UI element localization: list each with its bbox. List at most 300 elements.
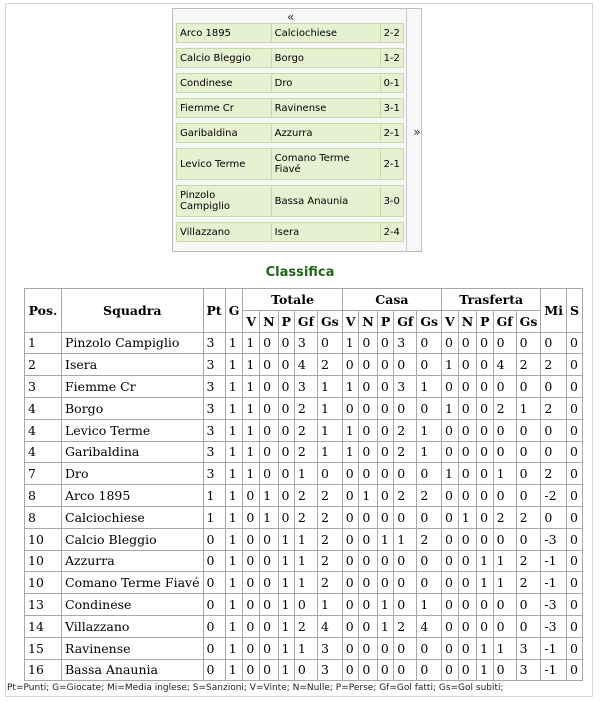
stat-cell: 0 [566,463,582,485]
stat-cell: 0 [394,659,417,681]
match-score: 2-4 [380,223,403,242]
stat-cell: 1 [225,615,243,637]
stat-cell: 2 [294,615,317,637]
stat-cell: 0 [243,659,260,681]
stat-cell: 0 [260,594,278,616]
stat-cell: 0 [566,506,582,528]
stat-cell: 1 [417,419,442,441]
stat-cell: -3 [541,615,567,637]
subheader-p: P [278,310,294,332]
stat-cell: 0 [377,572,393,594]
position-cell: 8 [25,485,62,507]
stat-cell: 0 [278,397,294,419]
match-away: Comano Terme Fiavé [271,149,380,180]
header-totale: Totale [243,289,342,311]
stat-cell: 0 [516,419,541,441]
stat-cell: 0 [203,659,225,681]
stat-cell: 0 [377,332,393,354]
stat-cell: 0 [278,419,294,441]
stat-cell: 1 [377,594,393,616]
stat-cell: 1 [417,441,442,463]
team-name: Calciochiese [62,506,204,528]
standings-header-row [25,289,583,311]
stat-cell: 0 [359,594,377,616]
stat-cell: 0 [477,419,493,441]
results-widget [172,8,422,252]
stat-cell: 3 [203,376,225,398]
match-row[interactable] [177,223,404,242]
stat-cell: 0 [566,659,582,681]
stat-cell: 1 [260,506,278,528]
stat-cell: 0 [342,615,359,637]
stat-cell: 1 [359,485,377,507]
stat-cell: 2 [516,572,541,594]
stat-cell: 0 [377,419,393,441]
stat-cell: 1 [243,441,260,463]
stat-cell: -1 [541,572,567,594]
standings-title: Classifica [265,265,335,280]
stat-cell: 0 [493,659,516,681]
stat-cell: 0 [493,376,516,398]
stat-cell: 0 [541,332,567,354]
stat-cell: 2 [394,419,417,441]
stat-cell: 0 [278,485,294,507]
stat-cell: 0 [516,332,541,354]
standings-row [25,332,583,354]
stat-cell: 1 [477,637,493,659]
stat-cell: 0 [493,528,516,550]
position-cell: 13 [25,594,62,616]
stat-cell: 0 [377,376,393,398]
stat-cell: 0 [260,615,278,637]
stat-cell: 1 [477,572,493,594]
stat-cell: 2 [394,615,417,637]
stat-cell: 0 [458,397,476,419]
stat-cell: 0 [203,637,225,659]
subheader-gs: Gs [317,310,342,332]
previous-round-button[interactable]: « [286,10,295,24]
subheader-gs: Gs [516,310,541,332]
stat-cell: 0 [458,485,476,507]
stat-cell: 1 [225,528,243,550]
stat-cell: 1 [317,419,342,441]
stat-cell: 2 [394,441,417,463]
stat-cell: 0 [317,463,342,485]
standings-row [25,485,583,507]
stat-cell: 1 [225,332,243,354]
match-away: Isera [271,223,380,242]
stat-cell: 0 [260,463,278,485]
match-home: Condinese [177,74,272,93]
stat-cell: 1 [477,659,493,681]
stat-cell: 3 [203,441,225,463]
stat-cell: 0 [477,528,493,550]
stat-cell: 0 [342,572,359,594]
stat-cell: 0 [260,354,278,376]
stat-cell: 0 [477,485,493,507]
subheader-gs: Gs [417,310,442,332]
stat-cell: 1 [225,441,243,463]
match-home: Villazzano [177,223,272,242]
stat-cell: 2 [317,572,342,594]
standings-row [25,550,583,572]
team-name: Arco 1895 [62,485,204,507]
stat-cell: 1 [317,376,342,398]
match-score: 2-2 [380,24,403,43]
stat-cell: 2 [294,419,317,441]
stat-cell: 1 [243,463,260,485]
stat-cell: 1 [294,572,317,594]
stat-cell: 0 [477,506,493,528]
stat-cell: 0 [377,485,393,507]
team-name: Calcio Bleggio [62,528,204,550]
stat-cell: 1 [243,354,260,376]
standings-row [25,594,583,616]
stat-cell: 2 [317,550,342,572]
stat-cell: 0 [458,594,476,616]
stat-cell: 3 [203,397,225,419]
stat-cell: 0 [477,376,493,398]
match-away: Bassa Anaunia [271,186,380,217]
stat-cell: 1 [278,615,294,637]
position-cell: 10 [25,550,62,572]
stat-cell: 1 [493,572,516,594]
stat-cell: 0 [203,615,225,637]
stat-cell: 1 [493,637,516,659]
stat-cell: 1 [243,332,260,354]
stat-cell: 0 [566,594,582,616]
stat-cell: 0 [278,376,294,398]
stat-cell: 0 [260,550,278,572]
stat-cell: 0 [417,637,442,659]
standings-row [25,441,583,463]
next-round-button[interactable]: » [413,125,421,139]
stat-cell: 2 [317,485,342,507]
team-name: Levico Terme [62,419,204,441]
stat-cell: 3 [294,376,317,398]
stat-cell: 0 [278,506,294,528]
match-away: Dro [271,74,380,93]
stat-cell: 3 [317,637,342,659]
stat-cell: 0 [442,506,459,528]
stat-cell: 0 [417,572,442,594]
stat-cell: 0 [566,354,582,376]
team-name: Fiemme Cr [62,376,204,398]
stat-cell: 0 [377,354,393,376]
stat-cell: 1 [278,528,294,550]
stat-cell: 4 [493,354,516,376]
stat-cell: 2 [516,550,541,572]
stat-cell: 1 [278,550,294,572]
stat-cell: 1 [342,419,359,441]
match-row[interactable] [177,49,404,68]
stat-cell: 4 [294,354,317,376]
stat-cell: 1 [225,637,243,659]
stat-cell: 0 [516,463,541,485]
stat-cell: 0 [541,419,567,441]
stat-cell: 0 [566,550,582,572]
stat-cell: 0 [278,354,294,376]
header-casa: Casa [342,289,441,311]
team-name: Isera [62,354,204,376]
position-cell: 10 [25,572,62,594]
subheader-gf: Gf [294,310,317,332]
stat-cell: 1 [225,463,243,485]
match-away: Azzurra [271,124,380,143]
stat-cell: 1 [225,506,243,528]
standings-row [25,572,583,594]
stat-cell: 1 [493,550,516,572]
stat-cell: 3 [203,463,225,485]
stat-cell: 0 [260,528,278,550]
stat-cell: 0 [458,354,476,376]
stat-cell: 1 [225,354,243,376]
stat-cell: 0 [477,332,493,354]
stat-cell: 0 [477,615,493,637]
stat-cell: 1 [278,572,294,594]
stat-cell: 0 [359,376,377,398]
stat-cell: 0 [243,594,260,616]
stat-cell: 0 [359,659,377,681]
stat-cell: 0 [278,332,294,354]
stat-cell: -3 [541,528,567,550]
stat-cell: 0 [566,397,582,419]
team-name: Pinzolo Campiglio [62,332,204,354]
stat-cell: 0 [442,528,459,550]
stat-cell: 3 [203,354,225,376]
stat-cell: 0 [342,506,359,528]
team-name: Comano Terme Fiavé [62,572,204,594]
stat-cell: 0 [243,637,260,659]
stat-cell: 0 [243,615,260,637]
stat-cell: -1 [541,637,567,659]
header-pt: Pt [203,289,225,333]
stat-cell: 0 [541,376,567,398]
stat-cell: 0 [458,332,476,354]
stat-cell: 0 [458,376,476,398]
stat-cell: 0 [243,528,260,550]
stat-cell: 1 [417,594,442,616]
stat-cell: 2 [493,506,516,528]
stat-cell: 0 [394,397,417,419]
stat-cell: 0 [342,463,359,485]
stat-cell: 0 [458,659,476,681]
standings-row [25,419,583,441]
stat-cell: 1 [317,594,342,616]
stat-cell: 2 [541,397,567,419]
position-cell: 1 [25,332,62,354]
stat-cell: 0 [394,594,417,616]
header-trasferta: Trasferta [442,289,541,311]
stat-cell: 0 [317,332,342,354]
stat-cell: 0 [342,528,359,550]
stat-cell: 1 [225,594,243,616]
stat-cell: 2 [417,485,442,507]
stat-cell: 0 [442,550,459,572]
position-cell: 7 [25,463,62,485]
stat-cell: 2 [493,397,516,419]
stat-cell: 0 [359,441,377,463]
stat-cell: 0 [243,506,260,528]
stat-cell: 1 [243,397,260,419]
stat-cell: 0 [359,637,377,659]
stat-cell: 0 [477,441,493,463]
stat-cell: 1 [442,463,459,485]
stat-cell: 3 [394,332,417,354]
stat-cell: 3 [294,332,317,354]
stat-cell: 1 [377,615,393,637]
header-g: G [225,289,243,333]
stat-cell: 0 [442,441,459,463]
stat-cell: 2 [294,397,317,419]
stat-cell: 4 [317,615,342,637]
stat-cell: 0 [377,463,393,485]
subheader-v: V [342,310,359,332]
stat-cell: -1 [541,550,567,572]
stat-cell: 2 [317,506,342,528]
stat-cell: 2 [394,485,417,507]
match-row[interactable] [177,124,404,143]
stat-cell: 0 [243,485,260,507]
stat-cell: 0 [516,376,541,398]
header-squadra: Squadra [62,289,204,333]
stat-cell: 1 [278,659,294,681]
stat-cell: 0 [566,572,582,594]
stat-cell: 0 [566,528,582,550]
stat-cell: 0 [442,594,459,616]
stat-cell: -3 [541,594,567,616]
stat-cell: 0 [243,550,260,572]
stat-cell: 0 [260,572,278,594]
stat-cell: 0 [203,528,225,550]
stat-cell: 0 [203,550,225,572]
stat-cell: 0 [342,397,359,419]
stat-cell: 0 [477,463,493,485]
stat-cell: 0 [417,463,442,485]
match-home: Levico Terme [177,149,272,180]
stat-cell: 2 [317,354,342,376]
stat-cell: 2 [417,528,442,550]
stat-cell: 1 [516,397,541,419]
stat-cell: 0 [377,637,393,659]
stat-cell: 0 [342,354,359,376]
match-away: Ravinense [271,99,380,118]
stat-cell: 0 [458,441,476,463]
match-row[interactable] [177,24,404,43]
stat-cell: 0 [458,637,476,659]
stat-cell: 0 [566,615,582,637]
stat-cell: 3 [317,659,342,681]
stat-cell: 0 [493,594,516,616]
stat-cell: 0 [394,506,417,528]
stat-cell: 1 [203,506,225,528]
match-row[interactable] [177,186,404,217]
match-score: 0-1 [380,74,403,93]
match-away: Calciochiese [271,24,380,43]
stat-cell: 1 [294,550,317,572]
stat-cell: 0 [243,572,260,594]
stat-cell: 1 [294,637,317,659]
stat-cell: 0 [260,441,278,463]
stat-cell: 1 [260,485,278,507]
match-row[interactable] [177,99,404,118]
position-cell: 2 [25,354,62,376]
subheader-v: V [442,310,459,332]
stat-cell: 2 [516,506,541,528]
match-row[interactable] [177,149,404,180]
stat-cell: 1 [225,550,243,572]
stat-cell: 0 [477,594,493,616]
stat-cell: 0 [442,376,459,398]
standings-row [25,354,583,376]
subheader-n: N [260,310,278,332]
match-row[interactable] [177,74,404,93]
stat-cell: 1 [442,397,459,419]
stat-cell: 2 [541,463,567,485]
position-cell: 3 [25,376,62,398]
stat-cell: 0 [377,659,393,681]
stat-cell: 0 [417,397,442,419]
team-name: Ravinense [62,637,204,659]
team-name: Villazzano [62,615,204,637]
stat-cell: 4 [417,615,442,637]
team-name: Garibaldina [62,441,204,463]
position-cell: 14 [25,615,62,637]
position-cell: 15 [25,637,62,659]
subheader-n: N [359,310,377,332]
stat-cell: 1 [442,354,459,376]
stat-cell: 0 [260,419,278,441]
stat-cell: 0 [493,332,516,354]
team-name: Dro [62,463,204,485]
stat-cell: 1 [417,376,442,398]
stat-cell: 0 [493,615,516,637]
stat-cell: 2 [541,354,567,376]
stat-cell: 1 [294,463,317,485]
stat-cell: 0 [442,637,459,659]
stat-cell: 0 [359,332,377,354]
stat-cell: 0 [359,550,377,572]
header-s: S [566,289,582,333]
match-home: Pinzolo Campiglio [177,186,272,217]
stat-cell: 0 [394,550,417,572]
match-score: 1-2 [380,49,403,68]
stat-cell: 3 [203,419,225,441]
header-pos: Pos. [25,289,62,333]
stat-cell: -1 [541,659,567,681]
stat-cell: 0 [566,637,582,659]
stat-cell: 1 [225,397,243,419]
stat-cell: 0 [359,354,377,376]
standings-row [25,528,583,550]
stat-cell: 0 [516,615,541,637]
team-name: Borgo [62,397,204,419]
stat-cell: 0 [417,354,442,376]
stat-cell: 1 [243,376,260,398]
team-name: Bassa Anaunia [62,659,204,681]
stat-cell: 1 [458,506,476,528]
match-score: 3-0 [380,186,403,217]
stat-cell: 1 [203,485,225,507]
subheader-p: P [477,310,493,332]
stat-cell: 0 [377,441,393,463]
stat-cell: 0 [417,550,442,572]
stat-cell: 0 [394,463,417,485]
stat-cell: 1 [342,441,359,463]
stat-cell: 0 [417,506,442,528]
standings-row [25,506,583,528]
stat-cell: 0 [294,659,317,681]
